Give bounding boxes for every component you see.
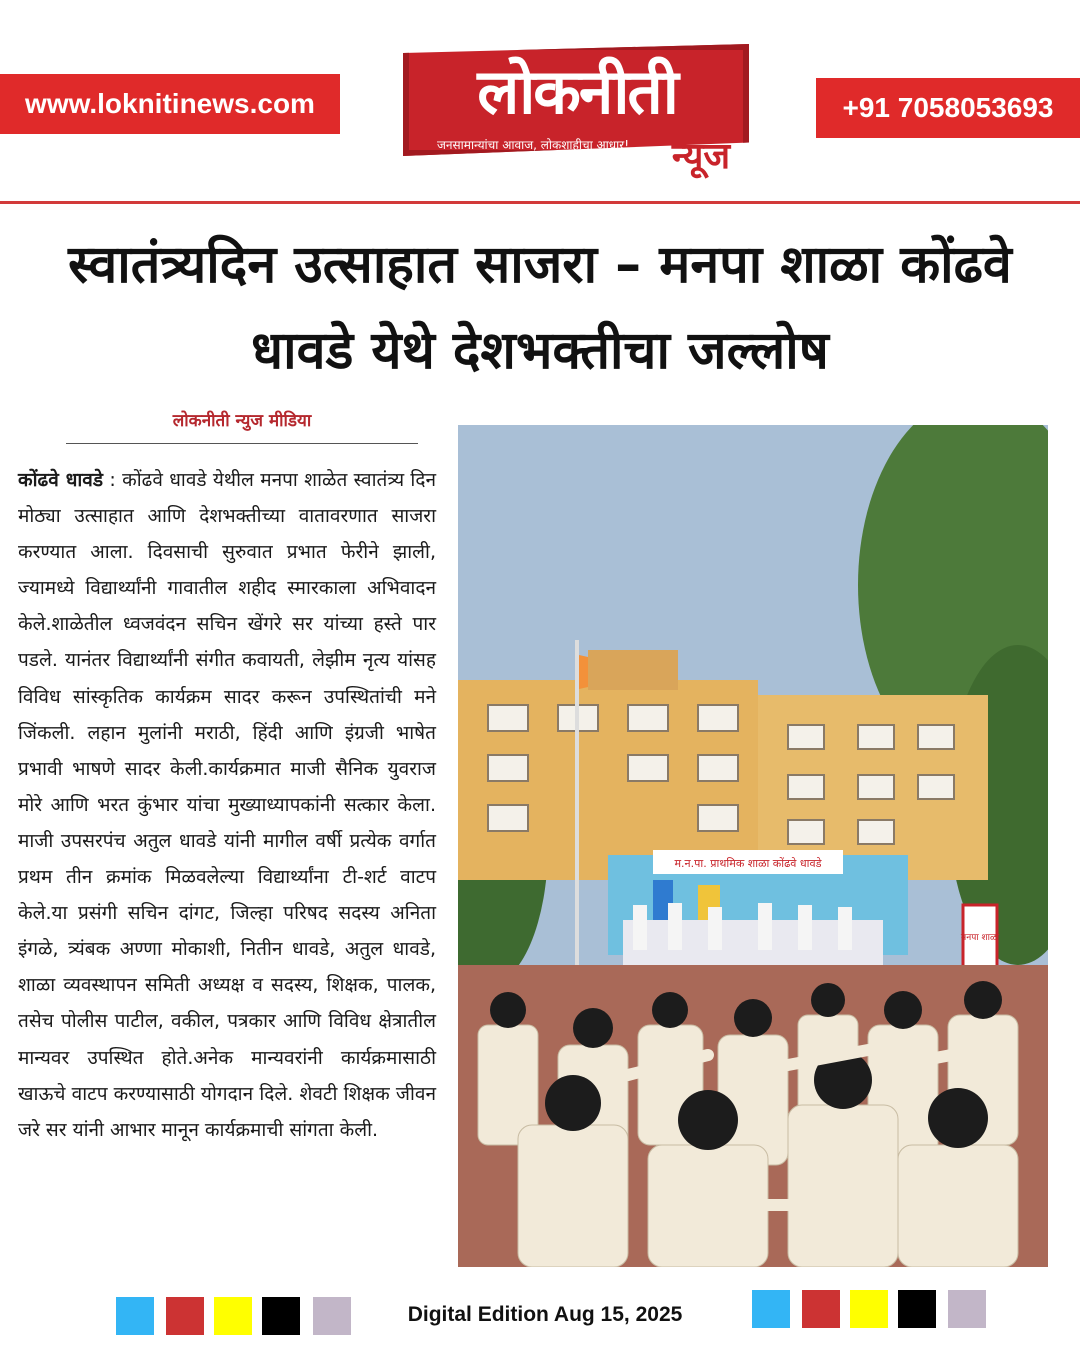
color-swatch-yellow: [214, 1297, 252, 1335]
color-swatch-red: [166, 1297, 204, 1335]
phone-number[interactable]: +91 7058053693: [842, 92, 1054, 123]
photo-illustration: [458, 425, 1048, 1267]
dateline: कोंढवे धावडे: [18, 469, 104, 491]
headline-line-2: धावडे येथे देशभक्तीचा जल्लोष: [251, 321, 829, 381]
color-swatch-black: [262, 1297, 300, 1335]
color-swatch-cyan: [116, 1297, 154, 1335]
headline: [16, 222, 1064, 392]
color-swatch-lilac-right: [948, 1290, 986, 1328]
color-swatch-yellow-right: [850, 1290, 888, 1328]
byline-divider: [66, 443, 418, 444]
logo-tagline: जनसामान्यांचा आवाज, लोकशाहीचा आधार!: [436, 138, 630, 152]
website-banner[interactable]: [0, 74, 340, 134]
headline-line-1: स्वातंत्र्यदिन उत्साहात साजरा – मनपा शाळा कोंढवे: [68, 235, 1012, 295]
school-banner-text: म.न.पा. प्राथमिक शाळा कोंढवे धावडे: [674, 857, 822, 870]
header-divider: [0, 201, 1080, 204]
side-sign-text: मनपा शाळा: [960, 933, 1000, 943]
edition-date: Digital Edition Aug 15, 2025: [407, 1303, 683, 1326]
masthead-logo: [403, 38, 749, 184]
school-assembly-photo: [458, 425, 1048, 1267]
article-body: [18, 462, 436, 1292]
color-swatch-red-right: [802, 1290, 840, 1328]
logo-title: लोकनीती: [477, 55, 677, 128]
color-swatch-black-right: [898, 1290, 936, 1328]
logo-news-word: न्यूज: [671, 136, 731, 177]
phone-banner[interactable]: [816, 78, 1080, 138]
byline: लोकनीती न्युज मीडिया: [172, 411, 312, 431]
color-swatch-lilac: [313, 1297, 351, 1335]
color-swatch-cyan-right: [752, 1290, 790, 1328]
website-url[interactable]: www.loknitinews.com: [25, 88, 315, 119]
article-text: : कोंढवे धावडे येथील मनपा शाळेत स्वातंत्र्य दिन मोठ्या उत्साहात आणि देशभक्तीच्या वातावरणात साजरा करण्यात आला. दिवसाची सुरुवात प्रभात फेरीने झाली, ज्यामध्ये विद्यार्थ्यांनी गावातील शहीद स्मारकाला अभिवादन केले.शाळेतील ध्वजवंदन सचिन खेंगरे सर यांच्या हस्ते पार पडले. यानंतर विद्यार्थ्यांनी संगीत कवायती, लेझीम नृत्य यांसह विविध सांस्कृतिक कार्यक्रम सादर करून उपस्थितांची मने जिंकली. लहान मुलांनी मराठी, हिंदी आणि इंग्रजी भाषेत प्रभावी भाषणे सादर केली.कार्यक्रमात माजी सैनिक युवराज मोरे आणि भरत कुंभार यांचा मुख्याध्यापकांनी सत्कार केला. माजी उपसरपंच अतुल धावडे यांनी मागील वर्षी प्रत्येक वर्गात प्रथम तीन क्रमांक मिळवलेल्या विद्यार्थ्यांना टी-शर्ट वाटप केले.या प्रसंगी सचिन दांगट, जिल्हा परिषद सदस्य अनिता इंगळे, त्र्यंबक अण्णा मोकाशी, नितीन धावडे, अतुल धावडे, शाळा व्यवस्थापन समिती अध्यक्ष व सदस्य, शिक्षक, पालक, तसेच पोलीस पाटील, वकील, पत्रकार आणि विविध क्षेत्रातील मान्यवर उपस्थित होते.अनेक मान्यवरांनी कार्यक्रमासाठी खाऊचे वाटप करण्यासाठी योगदान दिले. शेवटी शिक्षक जीवन जरे सर यांनी आभार मानून कार्यक्रमाची सांगता केली.: [18, 469, 436, 1141]
